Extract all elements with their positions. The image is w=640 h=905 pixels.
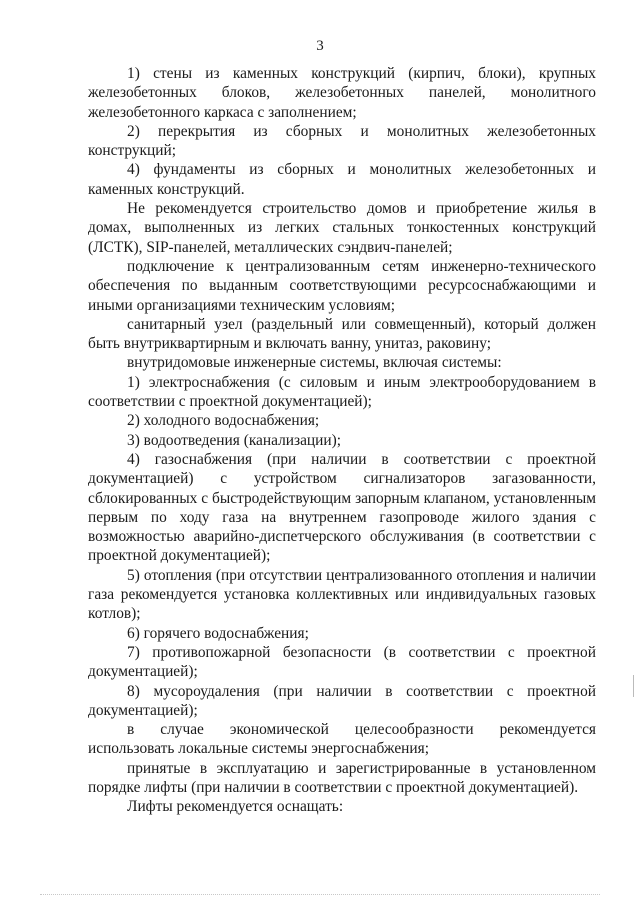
- paragraph-foundations: 4) фундаменты из сборных и монолитных железобетонных и каменных конструкций.: [88, 161, 596, 198]
- paragraph-engineering-systems: внутридомовые инженерные системы, включая системы:: [127, 354, 502, 372]
- paragraph-fire-safety: 7) противопожарной безопасности (в соответствии с проектной документацией);: [88, 643, 596, 681]
- paragraph-walls: 1) стены из каменных конструкций (кирпич, блоки), крупных железобетонных блоков, железобетонных панелей, монолитного железобетонного каркаса с заполнением;: [88, 65, 596, 121]
- paragraph-hot-water: 6) горячего водоснабжения;: [127, 624, 309, 642]
- paragraph-heating: 5) отопления (при отсутствии централизованного отопления и наличии газа рекомендуется установка коллективных или индивидуальных газовых котлов);: [88, 566, 596, 623]
- scan-margin-mark: [633, 675, 634, 697]
- paragraph-cold-water: 2) холодного водоснабжения;: [127, 412, 320, 430]
- paragraph-not-recommended: Не рекомендуется строительство домов и приобретение жилья в домах, выполненных из легких стальных тонкостенных конструкций (ЛСТК), SIP-панелей, металлических сэндвич-панелей;: [88, 200, 596, 256]
- paragraph-waste-removal: 8) мусороудаления (при наличии в соответствии с проектной документацией);: [88, 682, 596, 719]
- paragraph-elevators-equipment: Лифты рекомендуется оснащать:: [127, 798, 344, 816]
- paragraph-sewerage: 3) водоотведения (канализации);: [127, 431, 342, 449]
- page-number: 3: [316, 38, 324, 54]
- paragraph-floors: 2) перекрытия из сборных и монолитных железобетонных конструкций;: [88, 122, 596, 160]
- scan-bottom-edge: [40, 892, 600, 895]
- paragraph-local-energy: в случае экономической целесообразности рекомендуется использовать локальные системы энергоснабжения;: [88, 721, 596, 758]
- paragraph-gas: 4) газоснабжения (при наличии в соответствии с проектной документацией) с устройством сигнализаторов загазованности, сблокированных с быстродействующим запорным клапаном, установленным первым по ходу газа на внутреннем газопроводе жилого здания с возможностью аварийно-диспетчерского обслуживания (в соответствии с проектной документацией);: [88, 450, 596, 565]
- paragraph-elevators: принятые в эксплуатацию и зарегистрированные в установленном порядке лифты (при наличии в соответствии с проектной документацией).: [88, 759, 596, 796]
- paragraph-utility-connection: подключение к централизованным сетям инженерно-технического обеспечения по выданным соответствующими ресурсоснабжающими и иными организациями техническим условиям;: [88, 257, 596, 314]
- paragraph-electricity: 1) электроснабжения (с силовым и иным электрооборудованием в соответствии с проектной документацией);: [88, 373, 596, 411]
- paragraph-bathroom: санитарный узел (раздельный или совмещенный), который должен быть внутриквартирным и включать ванну, унитаз, раковину;: [88, 315, 596, 353]
- document-body: [88, 64, 596, 817]
